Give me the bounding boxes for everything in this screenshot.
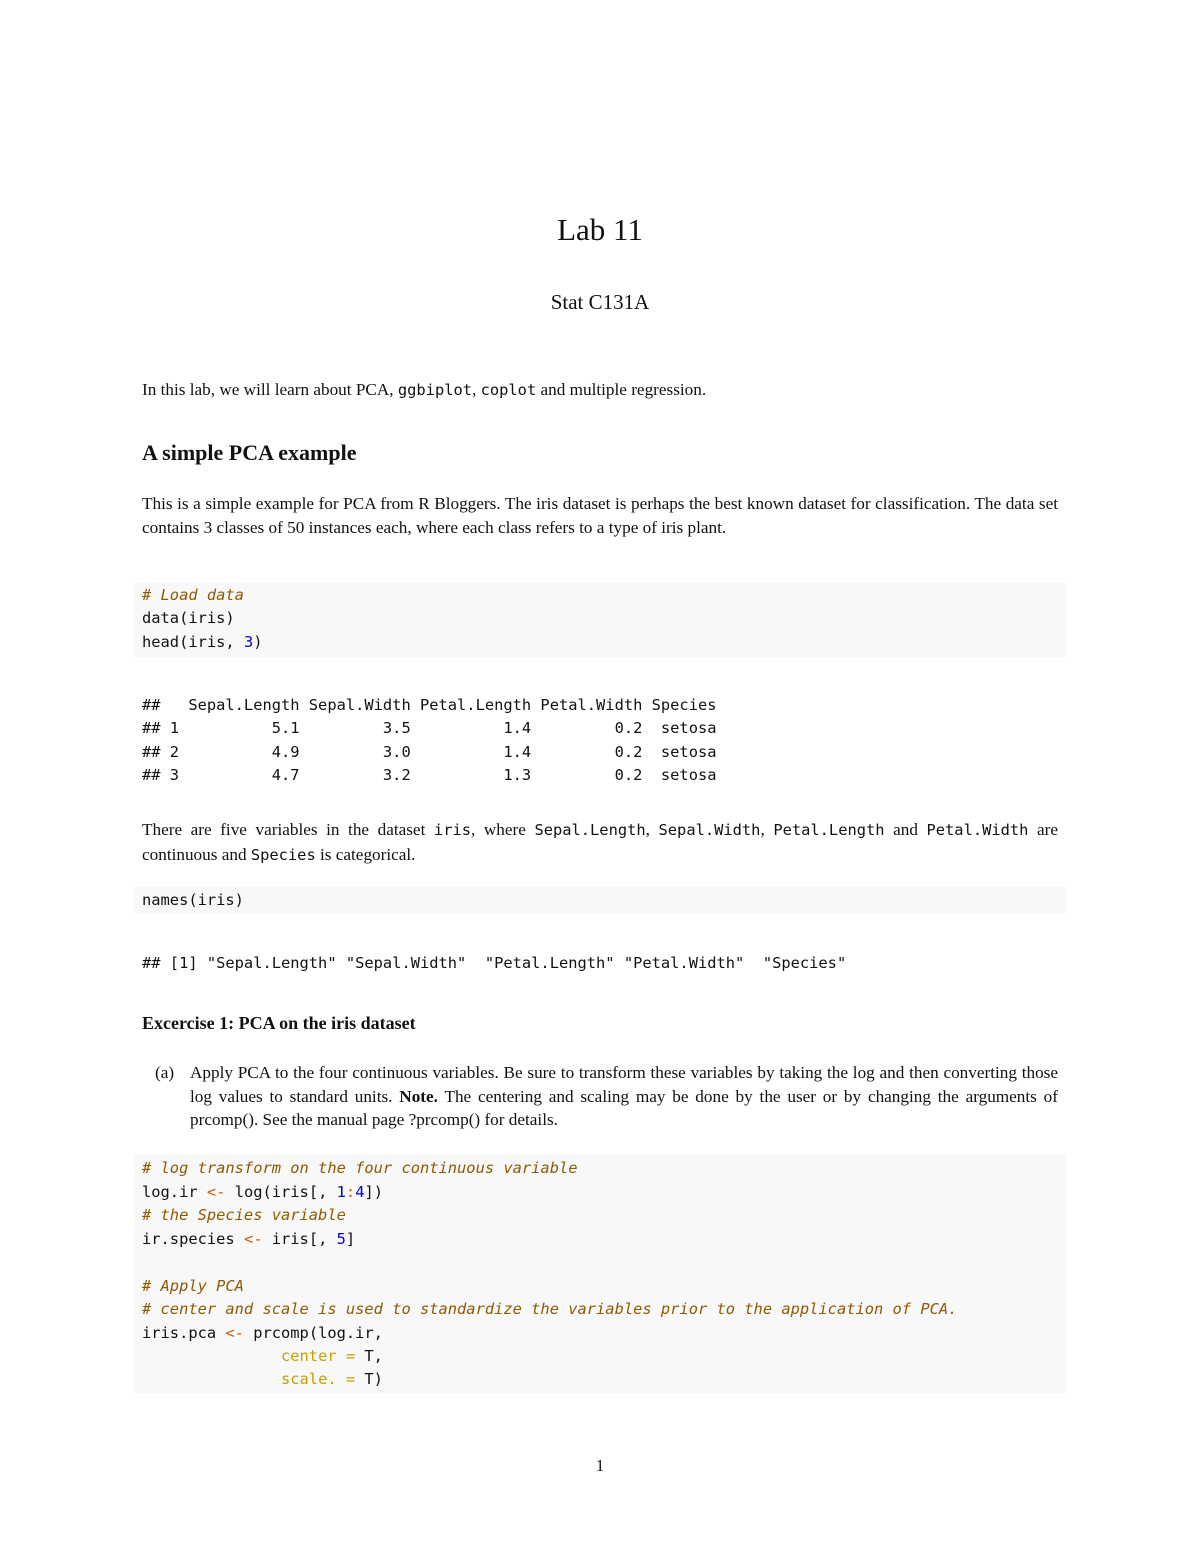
code-number: 5	[336, 1230, 346, 1248]
section-heading: A simple PCA example	[142, 440, 357, 465]
code-indent	[142, 1370, 281, 1388]
code-number: 4	[355, 1183, 365, 1201]
comment-text: # center and scale is used to standardize the variables prior to the application of PCA.	[142, 1300, 958, 1318]
code-operator: <-	[243, 1230, 263, 1248]
page-number: 1	[595, 1456, 605, 1475]
code-line	[142, 1368, 383, 1392]
comment-text: # the Species variable	[142, 1206, 346, 1224]
intro-coplot: coplot	[480, 381, 537, 399]
code-operator: :	[345, 1183, 356, 1201]
code-indent	[142, 1347, 281, 1365]
code-line	[142, 1345, 383, 1369]
code-argument: center =	[281, 1347, 356, 1365]
code-line	[142, 631, 263, 655]
comment-text: # log transform on the four continuous variable	[142, 1159, 578, 1177]
code-text: iris.pca	[142, 1324, 226, 1342]
para-text: There are five variables in the dataset	[142, 820, 434, 839]
inline-code: Sepal.Width	[658, 821, 761, 839]
item-label: (a)	[155, 1063, 175, 1082]
code-comment	[142, 1275, 244, 1299]
output-row: ## 2 4.9 3.0 1.4 0.2 setosa	[142, 743, 717, 761]
intro-text: In this lab, we will learn about PCA,	[142, 380, 398, 399]
comment-text: # Load data	[142, 586, 244, 604]
code-text: head(iris,	[142, 633, 244, 651]
code-text: prcomp(log.ir,	[243, 1324, 383, 1342]
item-text	[190, 1061, 1058, 1132]
code-argument: scale. =	[281, 1370, 356, 1388]
para-text: ,	[645, 820, 659, 839]
code-operator: <-	[225, 1324, 244, 1342]
code-block	[134, 583, 1066, 657]
code-text: ])	[364, 1183, 384, 1201]
code-number: 1	[336, 1183, 346, 1201]
inline-code: Petal.Length	[773, 821, 885, 839]
exercise-item	[155, 1061, 1058, 1132]
code-line	[142, 1181, 383, 1205]
item-text-part: Apply PCA to the four continuous variables. Be sure to transform these variables by taking the log and then converting those log values to standard units.	[190, 1063, 1058, 1106]
code-comment	[142, 1298, 957, 1322]
para-text: , where	[471, 820, 535, 839]
code-line	[142, 1228, 355, 1252]
item-note-label: Note.	[399, 1086, 438, 1106]
intro-paragraph	[142, 378, 1058, 403]
code-comment	[142, 1157, 578, 1181]
code-text: log(iris[,	[225, 1183, 337, 1201]
code-text: ]	[345, 1230, 356, 1248]
exercise-heading: Excercise 1: PCA on the iris dataset	[142, 1013, 416, 1033]
comment-text: # Apply PCA	[142, 1277, 244, 1295]
code-comment	[142, 584, 244, 608]
para-text: is categorical.	[315, 844, 416, 864]
code-text: )	[253, 633, 263, 651]
variables-paragraph	[142, 818, 1058, 867]
inline-code: iris	[433, 821, 471, 839]
code-line	[142, 1322, 383, 1346]
code-text: iris[,	[262, 1230, 337, 1248]
code-line: names(iris)	[142, 891, 244, 909]
code-operator: <-	[206, 1183, 226, 1201]
inline-code: Species	[250, 845, 316, 864]
output-row: ## 3 4.7 3.2 1.3 0.2 setosa	[142, 766, 717, 784]
item-text-part: The centering and scaling may be done by the user or by changing the arguments of prcomp(). See the manual page ?prcomp() for details.	[190, 1086, 1058, 1129]
output-line: ## [1] "Sepal.Length" "Sepal.Width" "Petal.Length" "Petal.Width" "Species"	[142, 954, 847, 972]
para-text: and	[884, 820, 927, 839]
code-comment	[142, 1204, 346, 1228]
code-text: ir.species	[142, 1230, 244, 1248]
document-title: Lab 11	[557, 212, 643, 247]
para-text: ,	[760, 820, 774, 839]
output-header: ## Sepal.Length Sepal.Width Petal.Length Petal.Width Species	[142, 696, 717, 714]
code-text: T)	[355, 1370, 383, 1388]
code-number: 3	[243, 633, 254, 651]
intro-text: ,	[472, 380, 481, 399]
section-paragraph: This is a simple example for PCA from R Bloggers. The iris dataset is perhaps the best known dataset for classification. The data set contains 3 classes of 50 instances each, where each class refers to a type of iris plant.	[142, 494, 1058, 537]
para-text: are continuous and	[142, 820, 1058, 864]
intro-ggbiplot: ggbiplot	[397, 381, 473, 399]
inline-code: Petal.Width	[926, 821, 1029, 839]
code-text: T,	[355, 1347, 383, 1365]
document-subtitle: Stat C131A	[550, 290, 650, 314]
inline-code: Sepal.Length	[534, 821, 646, 839]
intro-text: and multiple regression.	[536, 380, 707, 399]
code-text: log.ir	[142, 1183, 207, 1201]
code-line: data(iris)	[142, 609, 235, 627]
output-row: ## 1 5.1 3.5 1.4 0.2 setosa	[142, 719, 717, 737]
code-block	[134, 887, 1066, 914]
